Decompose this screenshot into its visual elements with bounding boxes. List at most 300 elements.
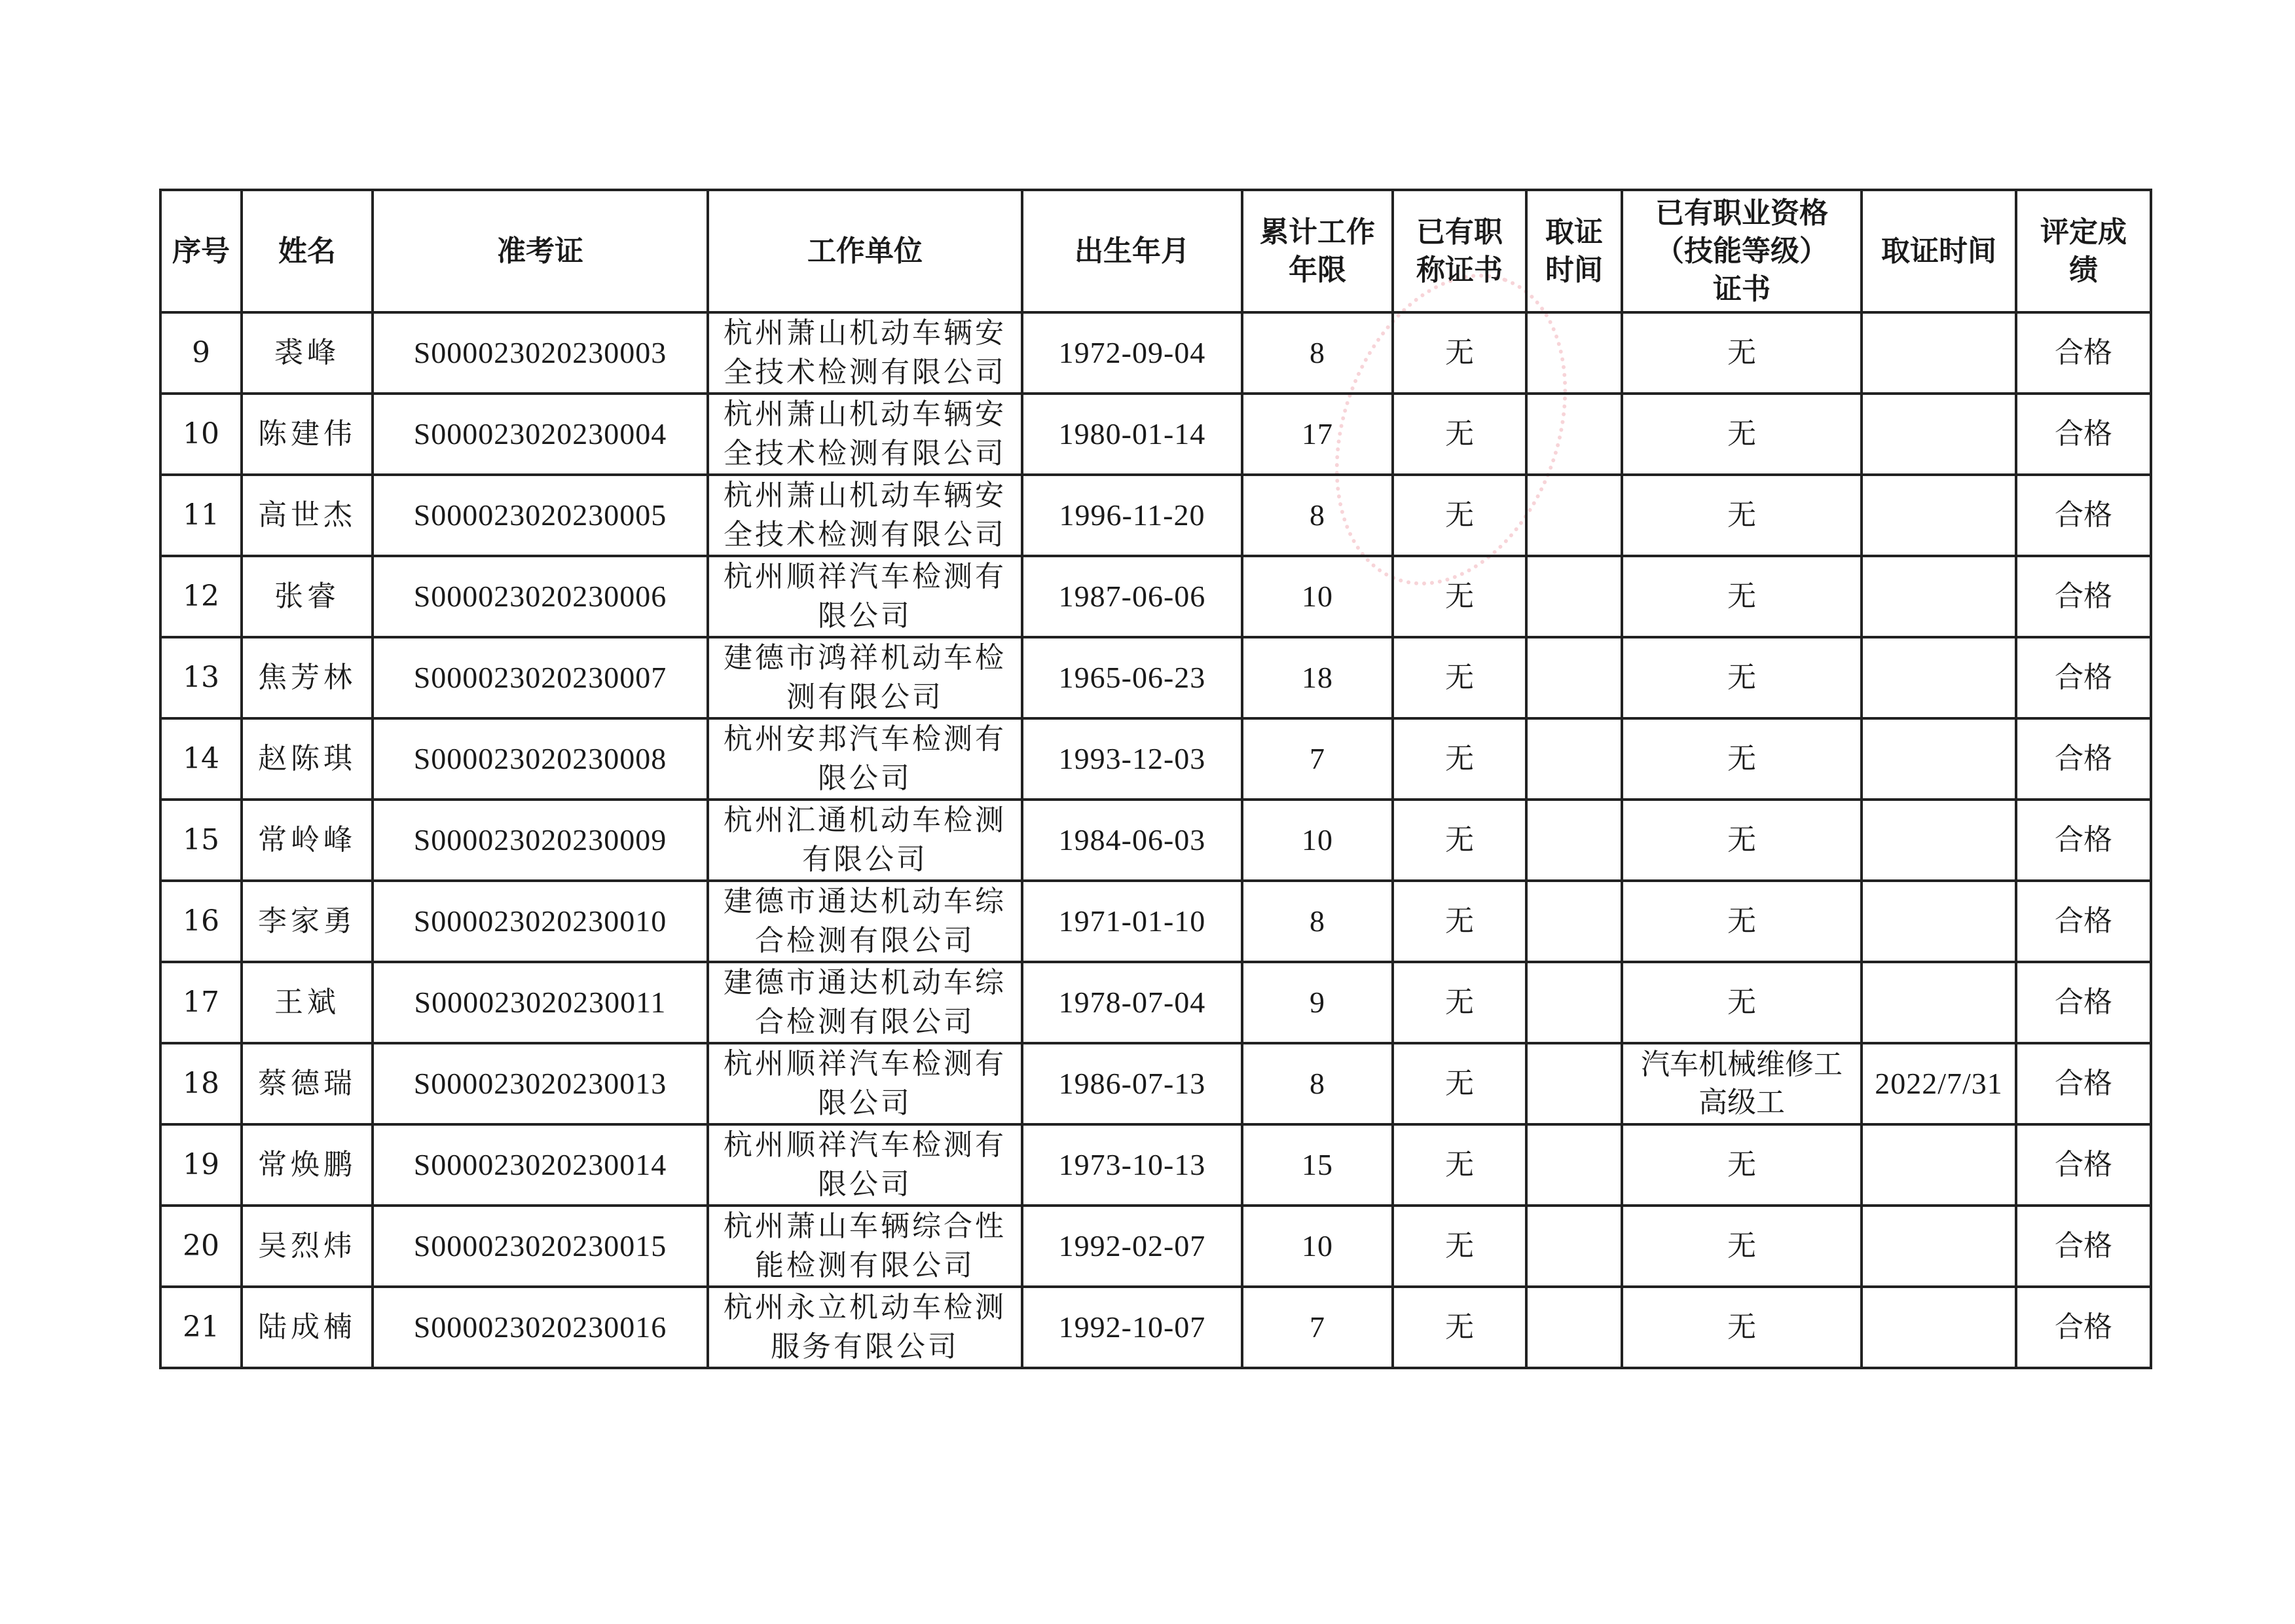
table-row <box>160 881 2151 962</box>
cell-years <box>1242 718 1393 800</box>
result-text: 合格 <box>2055 580 2112 613</box>
cell-title-cert <box>1393 1206 1526 1287</box>
cell-qualification <box>1622 1043 1862 1124</box>
cell-birth <box>1022 718 1242 800</box>
result-text: 合格 <box>2055 1148 2112 1181</box>
cell-result <box>2016 475 2151 556</box>
birth-text: 1992-10-07 <box>1058 1310 1206 1344</box>
cell-employer <box>708 718 1022 800</box>
cell-result <box>2016 312 2151 394</box>
cell-employer <box>708 1287 1022 1368</box>
header-seq: 序号 <box>160 190 242 312</box>
table-row <box>160 1206 2151 1287</box>
cell-name <box>242 394 373 475</box>
table-row <box>160 962 2151 1043</box>
qualification-line1: 无 <box>1727 1229 1756 1263</box>
years-text: 17 <box>1302 417 1333 451</box>
cell-cert-time <box>1526 556 1622 637</box>
cell-cert-time <box>1526 1287 1622 1368</box>
employer-line1: 杭州顺祥汽车检测有 <box>724 1128 1006 1162</box>
name-text: 焦芳林 <box>258 661 356 694</box>
cell-exam-id <box>373 718 708 800</box>
cell-years <box>1242 312 1393 394</box>
cell-years <box>1242 1206 1393 1287</box>
seq-text: 14 <box>183 742 219 775</box>
header-result <box>2016 190 2151 312</box>
table-row <box>160 1043 2151 1124</box>
cell-qual-time <box>1862 800 2016 881</box>
cell-years <box>1242 556 1393 637</box>
qualification-line1: 汽车机械维修工 <box>1641 1048 1843 1081</box>
result-text: 合格 <box>2055 742 2112 775</box>
header-title-cert-line2: 称证书 <box>1416 253 1503 287</box>
cell-employer <box>708 800 1022 881</box>
birth-text: 1993-12-03 <box>1058 742 1206 775</box>
cell-birth <box>1022 1287 1242 1368</box>
cell-employer <box>708 962 1022 1043</box>
cell-title-cert <box>1393 881 1526 962</box>
cell-result <box>2016 1206 2151 1287</box>
years-text: 8 <box>1310 904 1325 938</box>
result-text: 合格 <box>2055 1067 2112 1100</box>
employer-line1: 建德市鸿祥机动车检 <box>724 641 1006 674</box>
title-cert-text: 无 <box>1445 1148 1474 1181</box>
header-result-line1: 评定成 <box>2040 215 2127 249</box>
cell-qualification <box>1622 394 1862 475</box>
employer-line1: 杭州汇通机动车检测 <box>724 803 1006 837</box>
birth-text: 1996-11-20 <box>1059 498 1205 532</box>
cell-employer <box>708 556 1022 637</box>
cell-years <box>1242 1287 1393 1368</box>
title-cert-text: 无 <box>1445 823 1474 857</box>
cell-seq <box>160 312 242 394</box>
header-years-line2: 年限 <box>1289 253 1346 287</box>
birth-text: 1987-06-06 <box>1058 580 1206 613</box>
cell-title-cert <box>1393 312 1526 394</box>
birth-text: 1984-06-03 <box>1058 823 1206 857</box>
qualification-line2: 高级工 <box>1698 1086 1785 1119</box>
table-row <box>160 718 2151 800</box>
birth-text: 1986-07-13 <box>1058 1067 1206 1100</box>
cell-title-cert <box>1393 556 1526 637</box>
cell-exam-id <box>373 637 708 718</box>
cell-qualification <box>1622 1124 1862 1206</box>
exam-id-text: S000023020230013 <box>413 1067 667 1100</box>
exam-id-text: S000023020230016 <box>413 1310 667 1344</box>
cell-birth <box>1022 800 1242 881</box>
cell-years <box>1242 1043 1393 1124</box>
cell-seq <box>160 718 242 800</box>
cell-seq <box>160 962 242 1043</box>
cell-title-cert <box>1393 475 1526 556</box>
cell-name <box>242 718 373 800</box>
qual-time-text: 2022/7/31 <box>1875 1067 2003 1100</box>
employer-line1: 杭州萧山机动车辆安 <box>724 316 1006 350</box>
exam-id-text: S000023020230006 <box>413 580 667 613</box>
cell-years <box>1242 475 1393 556</box>
result-text: 合格 <box>2055 498 2112 532</box>
cell-birth <box>1022 312 1242 394</box>
employer-line1: 杭州安邦汽车检测有 <box>724 722 1006 756</box>
employer-line2: 服务有限公司 <box>771 1330 959 1363</box>
cell-qual-time <box>1862 718 2016 800</box>
title-cert-text: 无 <box>1445 742 1474 775</box>
cell-name <box>242 1124 373 1206</box>
cell-qualification <box>1622 800 1862 881</box>
title-cert-text: 无 <box>1445 498 1474 532</box>
cell-qualification <box>1622 312 1862 394</box>
table-row <box>160 1287 2151 1368</box>
cell-cert-time <box>1526 1043 1622 1124</box>
seq-text: 9 <box>192 336 210 369</box>
cell-birth <box>1022 1124 1242 1206</box>
cell-exam-id <box>373 394 708 475</box>
cell-exam-id <box>373 312 708 394</box>
cell-employer <box>708 394 1022 475</box>
result-text: 合格 <box>2055 661 2112 694</box>
qualification-line1: 无 <box>1727 1148 1756 1181</box>
cell-exam-id <box>373 1043 708 1124</box>
cell-cert-time <box>1526 1206 1622 1287</box>
cell-birth <box>1022 962 1242 1043</box>
cell-cert-time <box>1526 312 1622 394</box>
result-text: 合格 <box>2055 1229 2112 1263</box>
employer-line2: 测有限公司 <box>786 680 944 714</box>
cell-seq <box>160 475 242 556</box>
cell-title-cert <box>1393 718 1526 800</box>
table-row <box>160 637 2151 718</box>
cell-qual-time <box>1862 1043 2016 1124</box>
cell-seq <box>160 1124 242 1206</box>
cell-birth <box>1022 637 1242 718</box>
cell-result <box>2016 1287 2151 1368</box>
result-text: 合格 <box>2055 336 2112 369</box>
header-title-cert <box>1393 190 1526 312</box>
cell-title-cert <box>1393 1124 1526 1206</box>
employer-line1: 杭州顺祥汽车检测有 <box>724 560 1006 593</box>
header-employer: 工作单位 <box>708 190 1022 312</box>
cell-title-cert <box>1393 1043 1526 1124</box>
years-text: 15 <box>1302 1148 1333 1181</box>
cell-seq <box>160 394 242 475</box>
birth-text: 1980-01-14 <box>1058 417 1206 451</box>
cell-title-cert <box>1393 637 1526 718</box>
result-text: 合格 <box>2055 986 2112 1019</box>
name-text: 蔡德瑞 <box>258 1067 356 1100</box>
seq-text: 17 <box>183 986 219 1019</box>
cell-employer <box>708 637 1022 718</box>
qualification-line1: 无 <box>1727 417 1756 451</box>
years-text: 10 <box>1302 580 1333 613</box>
cell-years <box>1242 962 1393 1043</box>
cell-qualification <box>1622 1206 1862 1287</box>
cell-qualification <box>1622 556 1862 637</box>
cell-employer <box>708 881 1022 962</box>
name-text: 张睿 <box>274 580 340 613</box>
title-cert-text: 无 <box>1445 580 1474 613</box>
employer-line2: 全技术检测有限公司 <box>724 356 1006 389</box>
cell-seq <box>160 800 242 881</box>
cell-birth <box>1022 1206 1242 1287</box>
seq-text: 10 <box>183 417 219 451</box>
exam-id-text: S000023020230005 <box>413 498 667 532</box>
table-row <box>160 475 2151 556</box>
years-text: 10 <box>1302 823 1333 857</box>
cell-title-cert <box>1393 1287 1526 1368</box>
cell-cert-time <box>1526 1124 1622 1206</box>
name-text: 高世杰 <box>258 498 356 532</box>
employer-line2: 合检测有限公司 <box>755 1005 975 1039</box>
employer-line2: 有限公司 <box>802 843 928 876</box>
cell-employer <box>708 1043 1022 1124</box>
name-text: 赵陈琪 <box>258 742 356 775</box>
cell-name <box>242 1206 373 1287</box>
title-cert-text: 无 <box>1445 1229 1474 1263</box>
result-text: 合格 <box>2055 1310 2112 1344</box>
exam-id-text: S000023020230008 <box>413 742 667 775</box>
cell-qual-time <box>1862 556 2016 637</box>
cell-name <box>242 800 373 881</box>
cell-cert-time <box>1526 962 1622 1043</box>
cell-qualification <box>1622 962 1862 1043</box>
cell-birth <box>1022 1043 1242 1124</box>
name-text: 陈建伟 <box>258 417 356 451</box>
employer-line2: 全技术检测有限公司 <box>724 437 1006 470</box>
seq-text: 15 <box>183 823 219 857</box>
cell-employer <box>708 475 1022 556</box>
title-cert-text: 无 <box>1445 336 1474 369</box>
result-text: 合格 <box>2055 417 2112 451</box>
employer-line1: 杭州萧山机动车辆安 <box>724 479 1006 512</box>
cell-result <box>2016 1124 2151 1206</box>
cell-qual-time <box>1862 1206 2016 1287</box>
years-text: 10 <box>1302 1229 1333 1263</box>
title-cert-text: 无 <box>1445 417 1474 451</box>
employer-line1: 杭州永立机动车检测 <box>724 1291 1006 1324</box>
employer-line1: 建德市通达机动车综 <box>724 966 1006 999</box>
cell-exam-id <box>373 475 708 556</box>
cell-qual-time <box>1862 1124 2016 1206</box>
cell-seq <box>160 637 242 718</box>
header-result-line2: 绩 <box>2069 253 2098 287</box>
employer-line1: 建德市通达机动车综 <box>724 885 1006 918</box>
cell-birth <box>1022 394 1242 475</box>
cell-result <box>2016 800 2151 881</box>
qualification-line1: 无 <box>1727 661 1756 694</box>
qualification-line1: 无 <box>1727 904 1756 938</box>
qualification-line1: 无 <box>1727 742 1756 775</box>
name-text: 裘峰 <box>274 336 340 369</box>
employer-line2: 限公司 <box>818 1086 912 1120</box>
exam-id-text: S000023020230011 <box>414 986 667 1019</box>
cell-birth <box>1022 556 1242 637</box>
cell-qual-time <box>1862 312 2016 394</box>
cell-qualification <box>1622 1287 1862 1368</box>
name-text: 王斌 <box>274 986 340 1019</box>
exam-id-text: S000023020230009 <box>413 823 667 857</box>
cell-name <box>242 637 373 718</box>
seq-text: 11 <box>183 498 219 532</box>
cell-name <box>242 1287 373 1368</box>
header-row <box>160 190 2151 312</box>
seq-text: 18 <box>183 1067 219 1100</box>
years-text: 8 <box>1310 336 1325 369</box>
table-header <box>160 190 2151 312</box>
cell-result <box>2016 962 2151 1043</box>
cell-qual-time <box>1862 394 2016 475</box>
table-row <box>160 800 2151 881</box>
cell-seq <box>160 556 242 637</box>
cell-exam-id <box>373 962 708 1043</box>
cell-years <box>1242 881 1393 962</box>
seq-text: 20 <box>183 1229 219 1263</box>
seq-text: 13 <box>183 661 219 694</box>
title-cert-text: 无 <box>1445 986 1474 1019</box>
header-qualification-line1: 已有职业资格 <box>1655 196 1828 230</box>
name-text: 常焕鹏 <box>258 1148 356 1181</box>
header-qualification <box>1622 190 1862 312</box>
qualification-line1: 无 <box>1727 986 1756 1019</box>
cell-exam-id <box>373 800 708 881</box>
years-text: 9 <box>1310 986 1325 1019</box>
result-text: 合格 <box>2055 823 2112 857</box>
cell-exam-id <box>373 1206 708 1287</box>
cell-cert-time <box>1526 637 1622 718</box>
cell-years <box>1242 394 1393 475</box>
cell-title-cert <box>1393 394 1526 475</box>
seq-text: 19 <box>183 1148 219 1181</box>
cell-cert-time <box>1526 394 1622 475</box>
header-qualification-line2: （技能等级） <box>1655 234 1828 268</box>
table-row <box>160 1124 2151 1206</box>
title-cert-text: 无 <box>1445 904 1474 938</box>
qualification-line1: 无 <box>1727 580 1756 613</box>
header-birth: 出生年月 <box>1022 190 1242 312</box>
header-years-line1: 累计工作 <box>1260 215 1375 249</box>
qualification-line1: 无 <box>1727 336 1756 369</box>
employer-line2: 能检测有限公司 <box>755 1249 975 1282</box>
cell-qualification <box>1622 881 1862 962</box>
cell-employer <box>708 1206 1022 1287</box>
cell-qual-time <box>1862 637 2016 718</box>
seq-text: 12 <box>183 580 219 613</box>
birth-text: 1992-02-07 <box>1058 1229 1206 1263</box>
cell-result <box>2016 881 2151 962</box>
birth-text: 1973-10-13 <box>1058 1148 1206 1181</box>
cell-name <box>242 475 373 556</box>
birth-text: 1971-01-10 <box>1058 904 1206 938</box>
exam-id-text: S000023020230003 <box>413 336 667 369</box>
cell-qual-time <box>1862 475 2016 556</box>
employer-line2: 全技术检测有限公司 <box>724 518 1006 551</box>
cell-result <box>2016 1043 2151 1124</box>
cell-name <box>242 312 373 394</box>
header-name: 姓名 <box>242 190 373 312</box>
employer-line1: 杭州萧山车辆综合性 <box>724 1209 1006 1243</box>
header-qual-time: 取证时间 <box>1862 190 2016 312</box>
header-qualification-line3: 证书 <box>1713 272 1771 306</box>
title-cert-text: 无 <box>1445 1067 1474 1100</box>
cell-birth <box>1022 881 1242 962</box>
cell-qual-time <box>1862 881 2016 962</box>
assessment-roster-table <box>159 189 2152 1369</box>
years-text: 8 <box>1310 1067 1325 1100</box>
header-years <box>1242 190 1393 312</box>
exam-id-text: S000023020230014 <box>413 1148 667 1181</box>
qualification-line1: 无 <box>1727 823 1756 857</box>
table-row <box>160 312 2151 394</box>
employer-line2: 限公司 <box>818 1168 912 1201</box>
cell-name <box>242 962 373 1043</box>
years-text: 7 <box>1310 742 1325 775</box>
birth-text: 1965-06-23 <box>1058 661 1206 694</box>
cell-employer <box>708 1124 1022 1206</box>
header-cert-time-line2: 时间 <box>1545 253 1603 287</box>
cell-exam-id <box>373 881 708 962</box>
header-exam-id: 准考证 <box>373 190 708 312</box>
cell-exam-id <box>373 556 708 637</box>
name-text: 陆成楠 <box>258 1310 356 1344</box>
cell-years <box>1242 1124 1393 1206</box>
exam-id-text: S000023020230015 <box>413 1229 667 1263</box>
employer-line2: 合检测有限公司 <box>755 924 975 957</box>
name-text: 李家勇 <box>258 904 356 938</box>
header-cert-time-line1: 取证 <box>1545 215 1603 249</box>
cell-cert-time <box>1526 718 1622 800</box>
employer-line2: 限公司 <box>818 599 912 633</box>
table-row <box>160 394 2151 475</box>
cell-title-cert <box>1393 962 1526 1043</box>
cell-result <box>2016 394 2151 475</box>
table-body <box>160 312 2151 1368</box>
employer-line2: 限公司 <box>818 762 912 795</box>
header-title-cert-line1: 已有职 <box>1416 215 1503 249</box>
cell-years <box>1242 800 1393 881</box>
cell-qual-time <box>1862 962 2016 1043</box>
name-text: 常岭峰 <box>258 823 356 857</box>
cell-exam-id <box>373 1287 708 1368</box>
seq-text: 16 <box>183 904 219 938</box>
cell-seq <box>160 881 242 962</box>
cell-qualification <box>1622 475 1862 556</box>
cell-birth <box>1022 475 1242 556</box>
years-text: 7 <box>1310 1310 1325 1344</box>
title-cert-text: 无 <box>1445 1310 1474 1344</box>
cell-years <box>1242 637 1393 718</box>
cell-employer <box>708 312 1022 394</box>
cell-result <box>2016 637 2151 718</box>
cell-result <box>2016 718 2151 800</box>
cell-seq <box>160 1043 242 1124</box>
cell-cert-time <box>1526 881 1622 962</box>
birth-text: 1972-09-04 <box>1058 336 1206 369</box>
table-row <box>160 556 2151 637</box>
result-text: 合格 <box>2055 904 2112 938</box>
cell-title-cert <box>1393 800 1526 881</box>
cell-name <box>242 556 373 637</box>
employer-line1: 杭州萧山机动车辆安 <box>724 397 1006 431</box>
exam-id-text: S000023020230010 <box>413 904 667 938</box>
name-text: 吴烈炜 <box>258 1229 356 1263</box>
birth-text: 1978-07-04 <box>1058 986 1206 1019</box>
cell-name <box>242 1043 373 1124</box>
cell-cert-time <box>1526 800 1622 881</box>
cell-seq <box>160 1287 242 1368</box>
qualification-line1: 无 <box>1727 1310 1756 1344</box>
exam-id-text: S000023020230004 <box>413 417 667 451</box>
cell-exam-id <box>373 1124 708 1206</box>
exam-id-text: S000023020230007 <box>413 661 667 694</box>
